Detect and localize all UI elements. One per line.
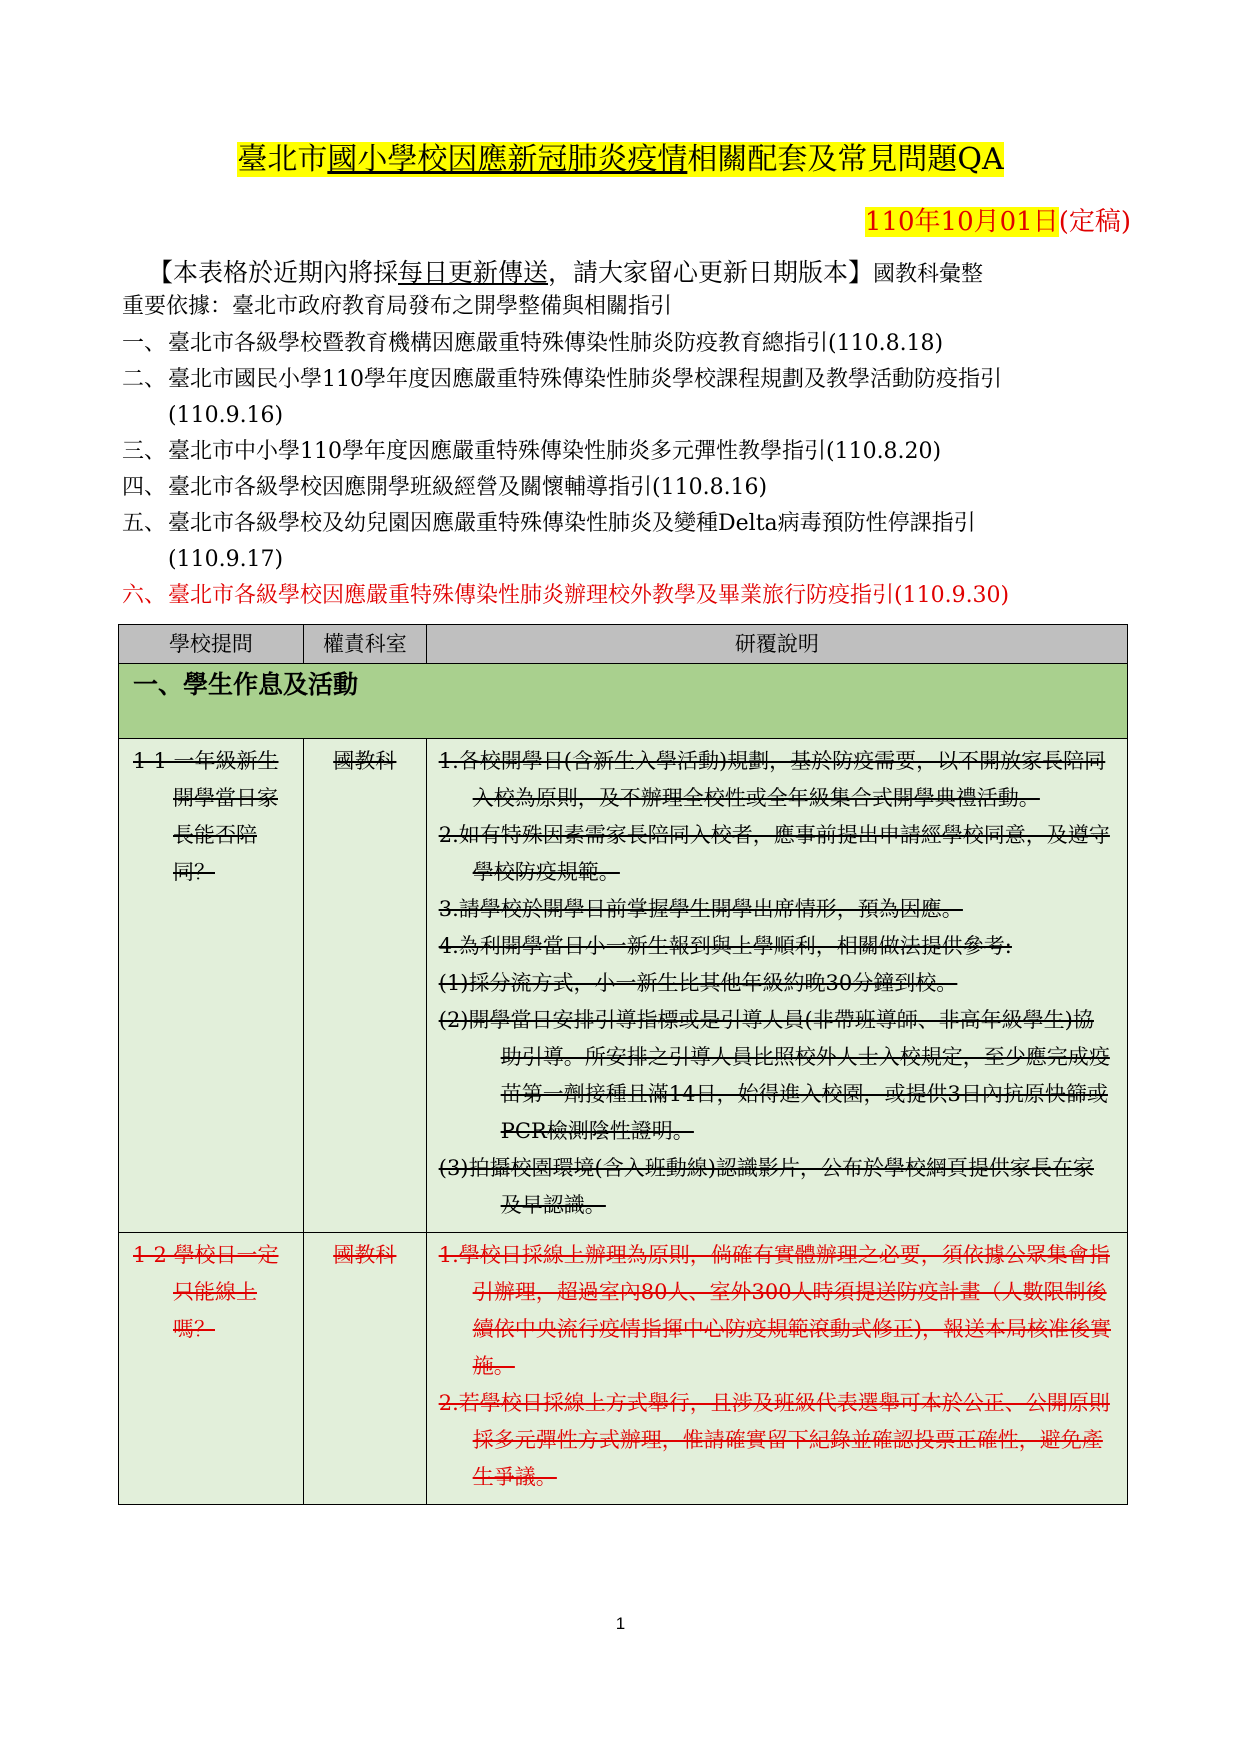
- answer-item: 4.為利開學當日小一新生報到與上學順利，相關做法提供參考:: [438, 934, 1012, 958]
- answer-item: 2.如有特殊因素需家長陪同入校者，應事前提出申請經學校同意，及遵守學校防疫規範。: [438, 823, 1110, 884]
- question-cell: 1-2 學校日一定只能線上嗎？: [119, 1233, 304, 1505]
- header-dept: 權責科室: [303, 625, 426, 664]
- answer-item: 2.若學校日採線上方式舉行，且涉及班級代表選舉可本於公正、公開原則採多元彈性方式辦理，惟請確實留下紀錄並確認投票正確性，避免產生爭議。: [438, 1391, 1110, 1489]
- answer-item: 1.各校開學日(含新生入學活動)規劃，基於防疫需要，以不開放家長陪同入校為原則，及不辦理全校性或全年級集合式開學典禮活動。: [438, 749, 1106, 810]
- reference-item: 五、臺北市各級學校及幼兒園因應嚴重特殊傳染性肺炎及變種Delta病毒預防性停課指引 (110.9.17): [122, 511, 976, 572]
- update-notice: 【本表格於近期內將採每日更新傳送，請大家留心更新日期版本】國教科彙整: [148, 258, 984, 287]
- table-header-row: [119, 625, 1128, 664]
- qa-table: [118, 624, 1128, 1505]
- answer-item: 1.學校日採線上辦理為原則，倘確有實體辦理之必要，須依據公眾集會指引辦理，超過室內80人、室外300人時須提送防疫計畫（人數限制後續依中央流行疫情指揮中心防疫規範滾動式修正)，報送本局核准後實施。: [438, 1243, 1111, 1378]
- reference-item: 一、臺北市各級學校暨教育機構因應嚴重特殊傳染性肺炎防疫教育總指引(110.8.18): [122, 331, 944, 356]
- question-cell: 1-1 一年級新生開學當日家長能否陪同？: [119, 739, 304, 1233]
- reference-item: 三、臺北市中小學110學年度因應嚴重特殊傳染性肺炎多元彈性教學指引(110.8.20): [122, 439, 942, 464]
- page-number: 1: [615, 1614, 626, 1633]
- answer-item: 3.請學校於開學日前掌握學生開學出席情形，預為因應。: [438, 897, 963, 921]
- answer-cell: [426, 1233, 1127, 1505]
- header-answer: 研覆說明: [426, 625, 1127, 664]
- reference-item: 六、臺北市各級學校因應嚴重特殊傳染性肺炎辦理校外教學及畢業旅行防疫指引(110.9.30): [122, 583, 1010, 608]
- basis-line: 重要依據：臺北市政府教育局發布之開學整備與相關指引: [122, 294, 673, 319]
- header-question: 學校提問: [119, 625, 304, 664]
- dept-cell: 國教科: [303, 1233, 426, 1505]
- answer-subitem: (1)採分流方式，小一新生比其他年級約晚30分鐘到校。: [438, 971, 958, 995]
- answer-subitem: (3)拍攝校園環境(含入班動線)認識影片，公布於學校網頁提供家長在家及早認識。: [438, 1156, 1094, 1217]
- table-row: [119, 739, 1128, 1233]
- document-title: 臺北市國小學校因應新冠肺炎疫情相關配套及常見問題QA: [237, 142, 1004, 177]
- document-date: 110年10月01日(定稿): [864, 207, 1131, 237]
- table-row: [119, 1233, 1128, 1505]
- section-title: 一、學生作息及活動: [119, 664, 1128, 739]
- section-row: [119, 664, 1128, 739]
- answer-cell: [426, 739, 1127, 1233]
- answer-subitem: (2)開學當日安排引導指標或是引導人員(非帶班導師、非高年級學生)協助引導。所安排之引導人員比照校外人士入校規定，至少應完成疫苗第一劑接種且滿14日，始得進入校園，或提供3日內抗原快篩或PCR檢測陰性證明。: [438, 1008, 1110, 1143]
- dept-cell: 國教科: [303, 739, 426, 1233]
- reference-item: 二、臺北市國民小學110學年度因應嚴重特殊傳染性肺炎學校課程規劃及教學活動防疫指引 (110.9.16): [122, 367, 1002, 428]
- reference-list: [122, 326, 1132, 614]
- reference-item: 四、臺北市各級學校因應開學班級經營及關懷輔導指引(110.8.16): [122, 475, 768, 500]
